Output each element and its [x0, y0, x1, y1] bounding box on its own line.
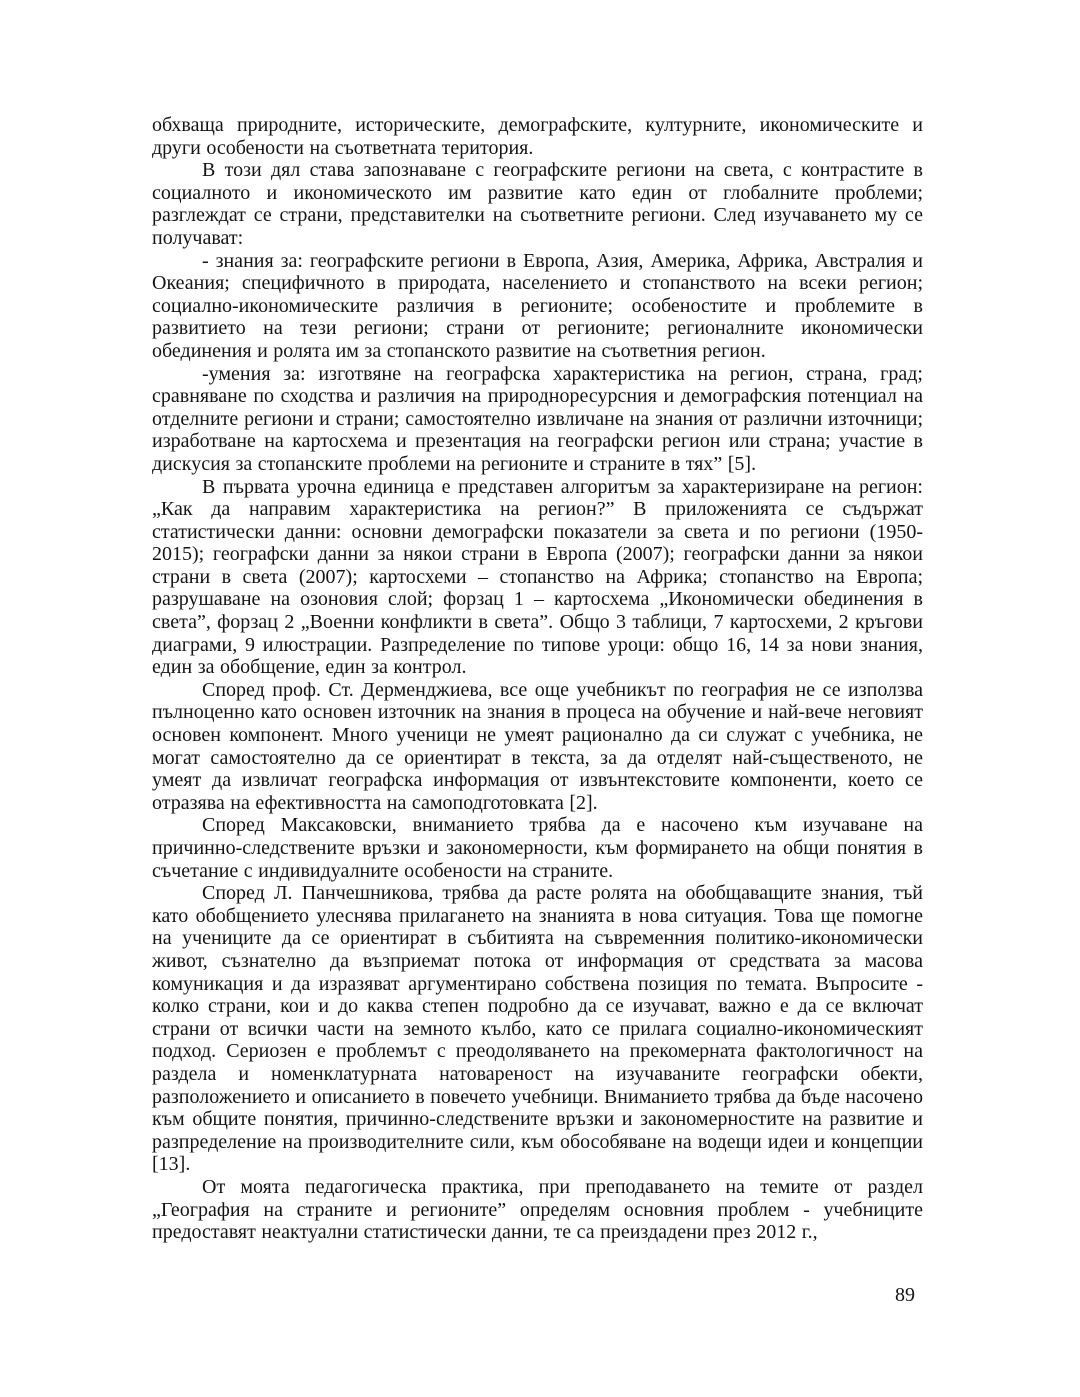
- paragraph: обхваща природните, историческите, демографските, културните, икономическите и други особености на съответната територия.: [152, 114, 923, 159]
- paragraph: От моята педагогическа практика, при преподаването на темите от раздел „География на страните и регионите” определям основния проблем - учебниците предоставят неактуални статистически данни, те са преиздадени през 2012 г.,: [152, 1175, 923, 1244]
- paragraph-knowledge-list: - знания за: географските региони в Европа, Азия, Америка, Африка, Австралия и Океания; специфичното в природата, населението и стопанството на всеки регион; социално-икономическите различия в регионите; особеностите и проблемите в развитието на тези региони; страни от регионите; регионалните икономически обединения и ролята им за стопанското развитие на съответния регион.: [152, 249, 923, 362]
- paragraph: Според Максаковски, вниманието трябва да е насочено към изучаване на причинно-следствените връзки и закономерности, към формирането на общи понятия в съчетание с индивидуалните особености на страните.: [152, 814, 923, 882]
- paragraph: Според Л. Панчешникова, трябва да расте ролята на обобщаващите знания, тъй като обобщението улеснява прилагането на знанията в нова ситуация. Това ще помогне на учениците да се ориентират в събитията на съвременния политико-икономически живот, съзнателно да възприемат потока от информация от средствата за масова комуникация и да изразяват аргументирано собствена позиция по темата. Въпросите - колко страни, кои и до каква степен подробно да се изучават, важно е да се включат страни от всички части на земното кълбо, като се прилага социално-икономическият подход. Сериозен е проблемът с преодоляването на прекомерната фактологичност на раздела и номенклатурната натовареност на изучаваните географски обекти, разположението и описанието в повечето учебници. Вниманието трябва да бъде насочено към общите понятия, причинно-следствените връзки и закономерностите на развитие и разпределение на производителните сили, към обособяване на водещи идеи и концепции [13].: [152, 882, 923, 1176]
- paragraph: В първата урочна единица е представен алгоритъм за характеризиране на регион: „Как да направим характеристика на регион?” В приложенията се съдържат статистически данни: основни демографски показатели за света и по региони (1950-2015); географски данни за някои страни в Европа (2007); географски данни за някои страни в света (2007); картосхеми – стопанство на Африка; стопанство на Европа; разрушаване на озоновия слой; форзац 1 – картосхема „Икономически обединения в света”, форзац 2 „Военни конфликти в света”. Общо 3 таблици, 7 картосхеми, 2 кръгови диаграми, 9 илюстрации. Разпределение по типове уроци: общо 16, 14 за нови знания, един за обобщение, един за контрол.: [152, 475, 923, 679]
- paragraph-skills-list: -умения за: изготвяне на географска характеристика на регион, страна, град; сравняване по сходства и различия на природноресурсния и демографския потенциал на отделните региони и страни; самостоятелно извличане на знания от различни източници; изработване на картосхема и презентация на географски регион или страна; участие в дискусия за стопанските проблеми на регионите и страните в тях” [5].: [152, 362, 923, 475]
- text-column: [152, 114, 923, 1244]
- paragraph: Според проф. Ст. Дерменджиева, все още учебникът по география не се използва пълноценно като основен източник на знания в процеса на обучение и най-вече неговият основен компонент. Много ученици не умеят рационално да си служат с учебника, не могат самостоятелно да се ориентират в текста, за да отделят най-същественото, не умеят да извличат географска информация от извънтекстовите компоненти, което се отразява на ефективността на самоподготовката [2].: [152, 678, 923, 814]
- page-number: 89: [895, 1284, 915, 1306]
- paragraph: В този дял става запознаване с географските региони на света, с контрастите в социалното и икономическото им развитие като един от глобалните проблеми; разглеждат се страни, представителки на съответните региони. След изучаването му се получават:: [152, 159, 923, 249]
